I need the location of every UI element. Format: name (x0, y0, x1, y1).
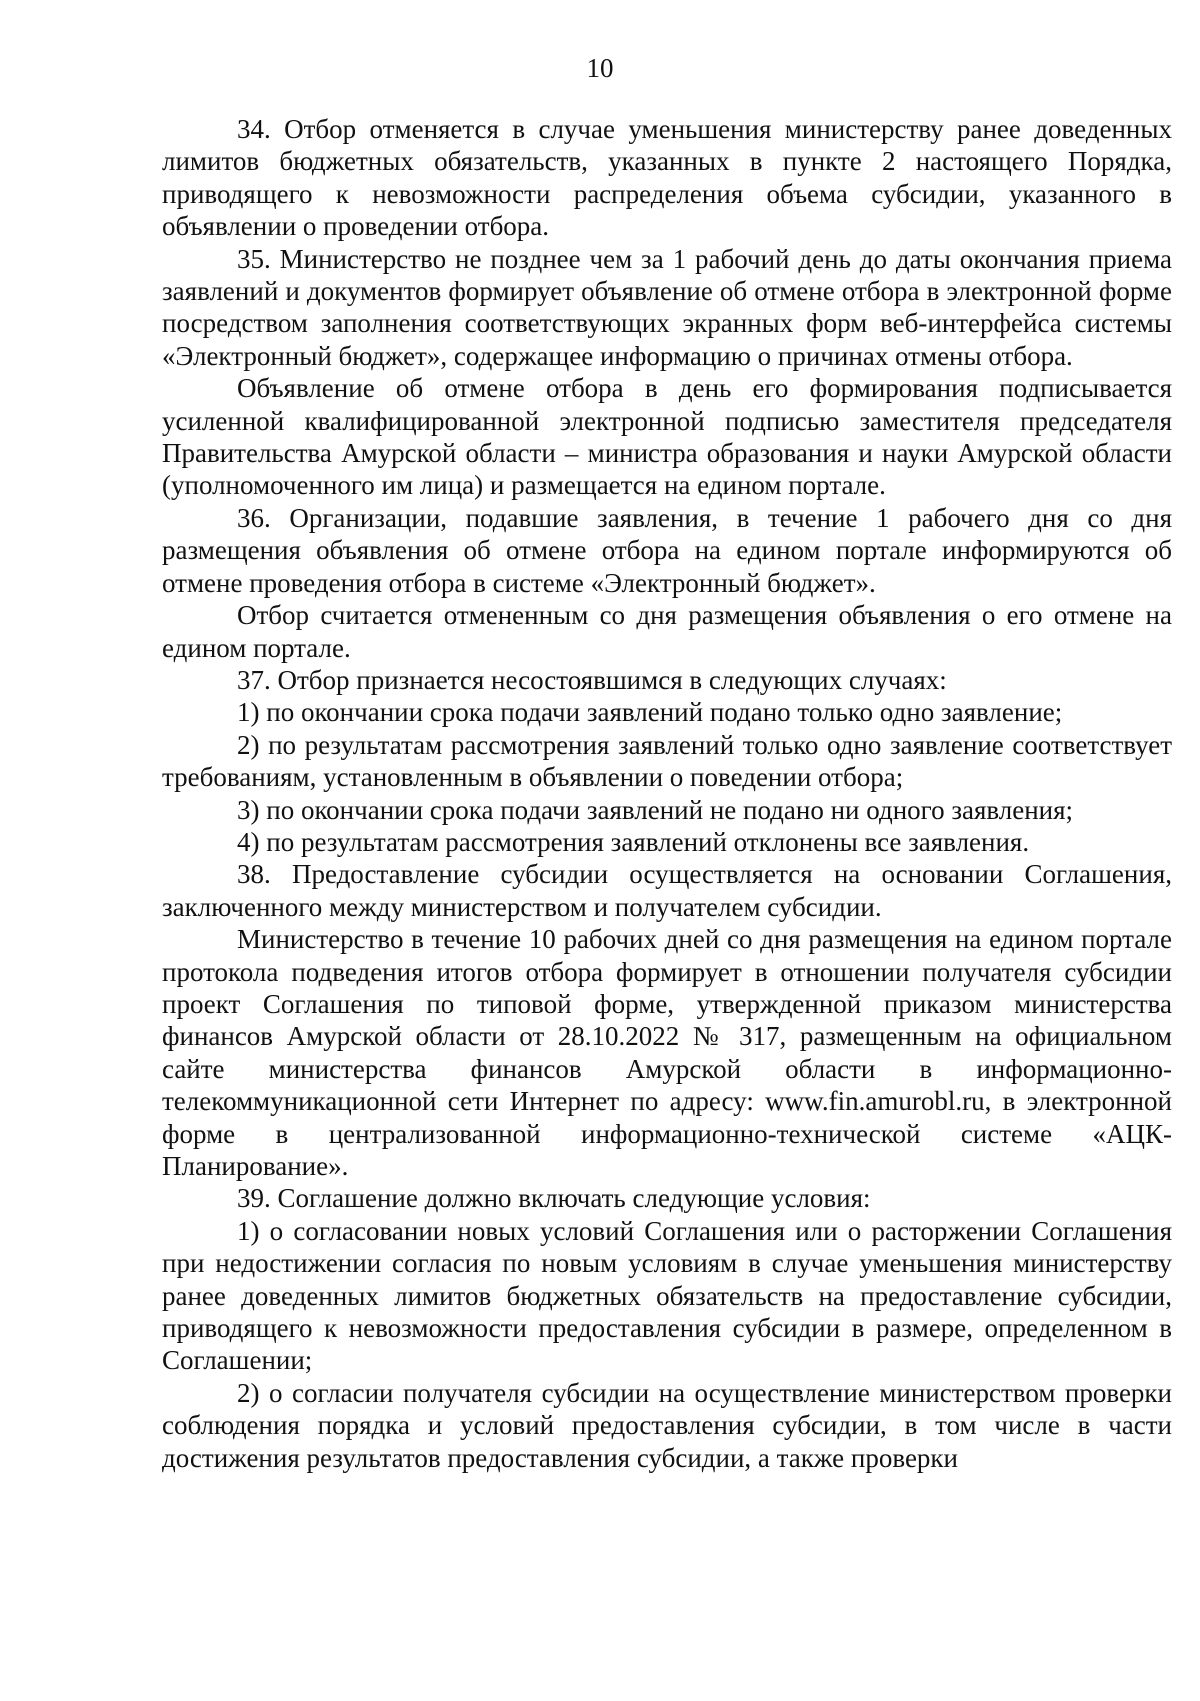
paragraph-35-announcement-signing: Объявление об отмене отбора в день его формирования подписывается усиленной квалифицированной электронной подписью заместителя председателя Правительства Амурской области – министра образования и науки Амурской области (уполномоченного им лица) и размещается на едином портале. (162, 373, 1172, 501)
paragraph-36: 36. Организации, подавшие заявления, в течение 1 рабочего дня со дня размещения объявления об отмене отбора на едином портале информируются об отмене проведения отбора в системе «Электронный бюджет». (162, 502, 1172, 598)
paragraph-38-agreement-draft: Министерство в течение 10 рабочих дней со дня размещения на едином портале протокола подведения итогов отбора формирует в отношении получателя субсидии проект Соглашения по типовой форме, утвержденной приказом министерства финансов Амурской области от 28.10.2022 № 317, размещенным на официальном сайте министерства финансов Амурской области в информационно-телекоммуникационной сети Интернет по адресу: www.fin.amurobl.ru, в электронной форме в централизованной информационно-технической системе «АЦК-Планирование». (162, 924, 1172, 1181)
paragraph-35: 35. Министерство не позднее чем за 1 рабочий день до даты окончания приема заявлений и документов формирует объявление об отмене отбора в электронной форме посредством заполнения соответствующих экранных форм веб-интерфейса системы «Электронный бюджет», содержащее информацию о причинах отмены отбора. (162, 243, 1172, 371)
paragraph-39-item-2: 2) о согласии получателя субсидии на осуществление министерством проверки соблюдения порядка и условий предоставления субсидии, в том числе в части достижения результатов предоставления субсидии, а также проверки (162, 1377, 1172, 1473)
paragraph-39: 39. Соглашение должно включать следующие условия: (237, 1183, 871, 1214)
paragraph-37-item-4: 4) по результатам рассмотрения заявлений отклонены все заявления. (237, 826, 1030, 857)
paragraph-39-item-1: 1) о согласовании новых условий Соглашения или о расторжении Соглашения при недостижении согласия по новым условиям в случае уменьшения министерству ранее доведенных лимитов бюджетных обязательств на предоставление субсидии, приводящего к невозможности предоставления субсидии в размере, определенном в Соглашении; (162, 1215, 1172, 1376)
page-number: 10 (586, 53, 614, 83)
paragraph-37-item-1: 1) по окончании срока подачи заявлений подано только одно заявление; (237, 697, 1063, 728)
paragraph-37-item-3: 3) по окончании срока подачи заявлений не подано ни одного заявления; (237, 794, 1074, 825)
paragraph-34: 34. Отбор отменяется в случае уменьшения министерству ранее доведенных лимитов бюджетных обязательств, указанных в пункте 2 настоящего Порядка, приводящего к невозможности распределения объема субсидии, указанного в объявлении о проведении отбора. (162, 114, 1172, 242)
paragraph-37: 37. Отбор признается несостоявшимся в следующих случаях: (237, 664, 947, 695)
paragraph-38: 38. Предоставление субсидии осуществляется на основании Соглашения, заключенного между министерством и получателем субсидии. (162, 859, 1172, 922)
document-body (162, 113, 1172, 1474)
paragraph-36-cancellation-date: Отбор считается отмененным со дня размещения объявления о его отмене на едином портале. (162, 600, 1172, 663)
paragraph-37-item-2: 2) по результатам рассмотрения заявлений только одно заявление соответствует требованиям, установленным в объявлении о поведении отбора; (162, 729, 1172, 793)
